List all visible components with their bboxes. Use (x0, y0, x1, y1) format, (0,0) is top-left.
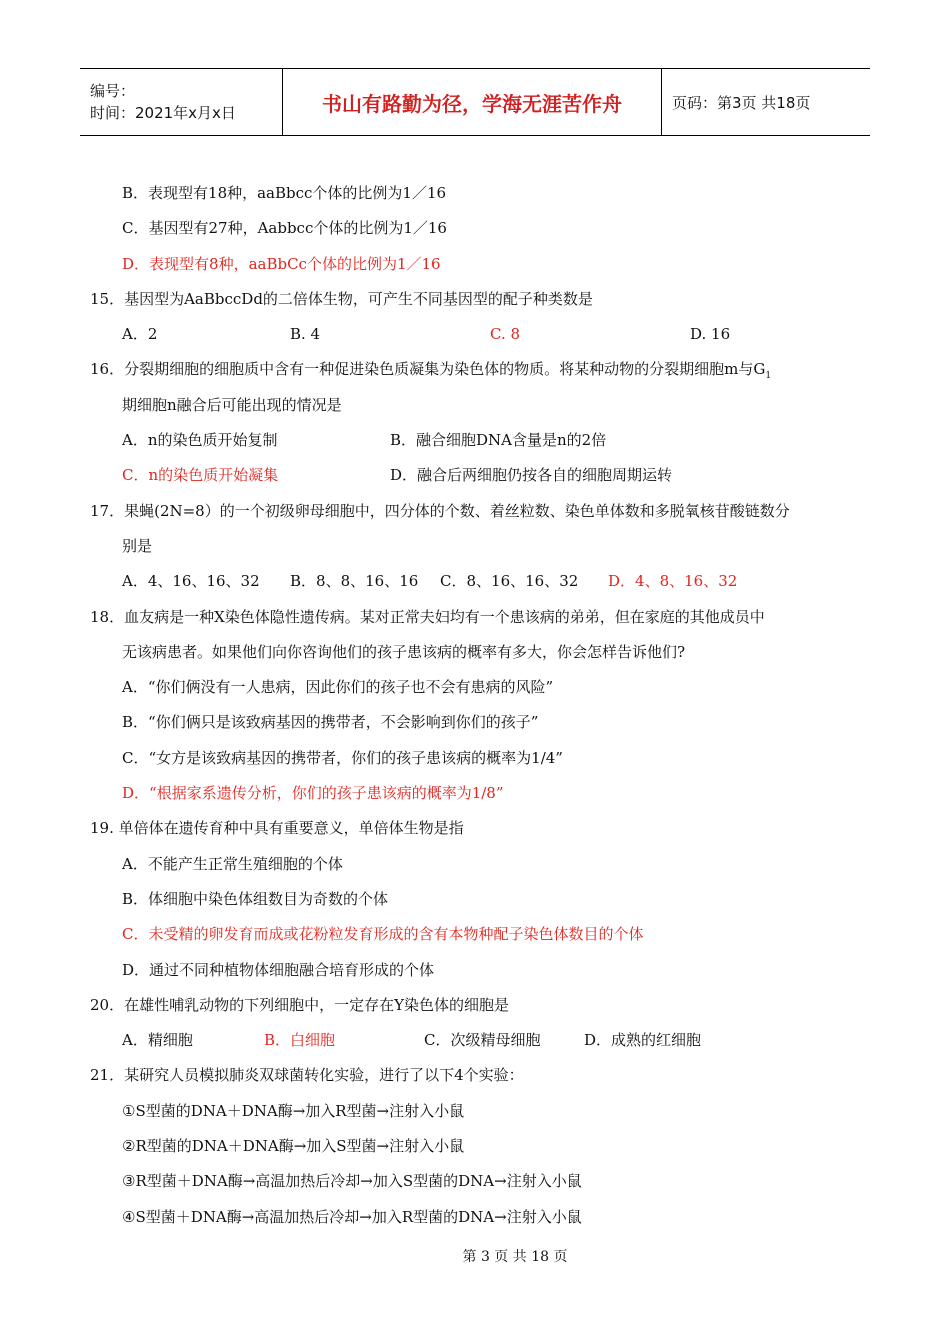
q15-options (90, 317, 870, 352)
q16-option-a: A．n的染色质开始复制 (122, 431, 278, 450)
q21-experiment-2: ②R型菌的DNA＋DNA酶→加入S型菌→注射入小鼠 (122, 1137, 465, 1156)
q17-option-a: A．4、16、16、32 (122, 572, 260, 591)
q18-option-d-answer: D．“根据家系遗传分析，你们的孩子患该病的概率为1/8” (122, 784, 504, 803)
q17-option-c: C．8、16、16、32 (440, 572, 579, 591)
q20-option-c: C．次级精母细胞 (424, 1031, 541, 1050)
q20-option-d: D．成熟的红细胞 (584, 1031, 702, 1050)
q18-stem-line2: 无该病患者。如果他们向你咨询他们的孩子患该病的概率有多大，你会怎样告诉他们? (122, 642, 686, 661)
q21-experiment-1: ①S型菌的DNA＋DNA酶→加入R型菌→注射入小鼠 (122, 1101, 465, 1120)
q20-option-a: A．精细胞 (122, 1031, 193, 1050)
q16-option-b: B．融合细胞DNA含量是n的2倍 (390, 431, 607, 450)
q19-stem: 19. 单倍体在遗传育种中具有重要意义，单倍体生物是指 (90, 819, 464, 838)
page-footer: 第 3 页 共 18 页 (462, 1249, 568, 1265)
q15-stem: 15．基因型为AaBbccDd的二倍体生物，可产生不同基因型的配子种类数是 (90, 289, 593, 308)
q18-option-a: A．“你们俩没有一人患病，因此你们的孩子也不会有患病的风险” (122, 678, 554, 697)
q20-option-b-answer: B．白细胞 (264, 1031, 336, 1050)
page-header (80, 68, 870, 136)
q20-options (90, 1023, 870, 1058)
q15-option-a: A．2 (122, 325, 158, 344)
q16-stem-line2: 期细胞n融合后可能出现的情况是 (122, 395, 342, 414)
q17-options (90, 564, 870, 599)
q15-option-c-answer: C. 8 (490, 325, 521, 344)
q18-stem-line1: 18．血友病是一种X染色体隐性遗传病。某对正常夫妇均有一个患该病的弟弟，但在家庭的其他成员中 (90, 607, 765, 626)
document-body (90, 176, 870, 1235)
q14-option-d-answer: D．表现型有8种，aaBbCc个体的比例为1／16 (122, 254, 441, 273)
q19-option-c-answer: C．未受精的卵发育而成或花粉粒发育形成的含有本物种配子染色体数目的个体 (122, 925, 644, 944)
q21-experiment-3: ③R型菌＋DNA酶→高温加热后冷却→加入S型菌的DNA→注射入小鼠 (122, 1172, 582, 1191)
header-motto: 书山有路勤为径，学海无涯苦作舟 (282, 69, 662, 135)
q21-experiment-4: ④S型菌＋DNA酶→高温加热后冷却→加入R型菌的DNA→注射入小鼠 (122, 1207, 582, 1226)
header-code: 编号： (90, 82, 136, 100)
q15-option-b: B. 4 (290, 325, 321, 344)
q17-option-b: B．8、8、16、16 (290, 572, 419, 591)
q16-stem-text: 16．分裂期细胞的细胞质中含有一种促进染色质凝集为染色体的物质。将某种动物的分裂期细胞m与G (90, 360, 766, 379)
q19-option-a: A．不能产生正常生殖细胞的个体 (122, 854, 343, 873)
q15-option-d: D. 16 (690, 325, 731, 344)
header-page-number: 页码：第3页 共18页 (672, 93, 811, 112)
header-meta (80, 69, 282, 135)
q16-stem-line1 (90, 352, 870, 387)
q18-option-c: C．“女方是该致病基因的携带者，你们的孩子患该病的概率为1/4” (122, 748, 563, 767)
q17-stem-line2: 别是 (122, 536, 153, 555)
q21-stem: 21．某研究人员模拟肺炎双球菌转化实验，进行了以下4个实验： (90, 1066, 524, 1085)
q14-option-c: C．基因型有27种，Aabbcc个体的比例为1／16 (122, 219, 447, 238)
q16-options-row2 (90, 458, 870, 493)
header-time: 时间：2021年x月x日 (90, 104, 236, 122)
q18-option-b: B．“你们俩只是该致病基因的携带者，不会影响到你们的孩子” (122, 713, 539, 732)
q20-stem: 20．在雄性哺乳动物的下列细胞中，一定存在Y染色体的细胞是 (90, 995, 509, 1014)
q19-option-b: B．体细胞中染色体组数目为奇数的个体 (122, 889, 389, 908)
q16-options-row1 (90, 423, 870, 458)
q16-option-c-answer: C．n的染色质开始凝集 (122, 466, 279, 485)
q19-option-d: D．通过不同种植物体细胞融合培育形成的个体 (122, 960, 435, 979)
q14-option-b: B．表现型有18种，aaBbcc个体的比例为1／16 (122, 184, 447, 202)
q17-option-d-answer: D．4、8、16、32 (608, 572, 738, 591)
q16-subscript: 1 (765, 371, 772, 382)
q16-option-d: D．融合后两细胞仍按各自的细胞周期运转 (390, 466, 673, 485)
q17-stem-line1: 17．果蝇(2N=8）的一个初级卵母细胞中，四分体的个数、着丝粒数、染色单体数和多脱氧核苷酸链数分 (90, 501, 790, 520)
